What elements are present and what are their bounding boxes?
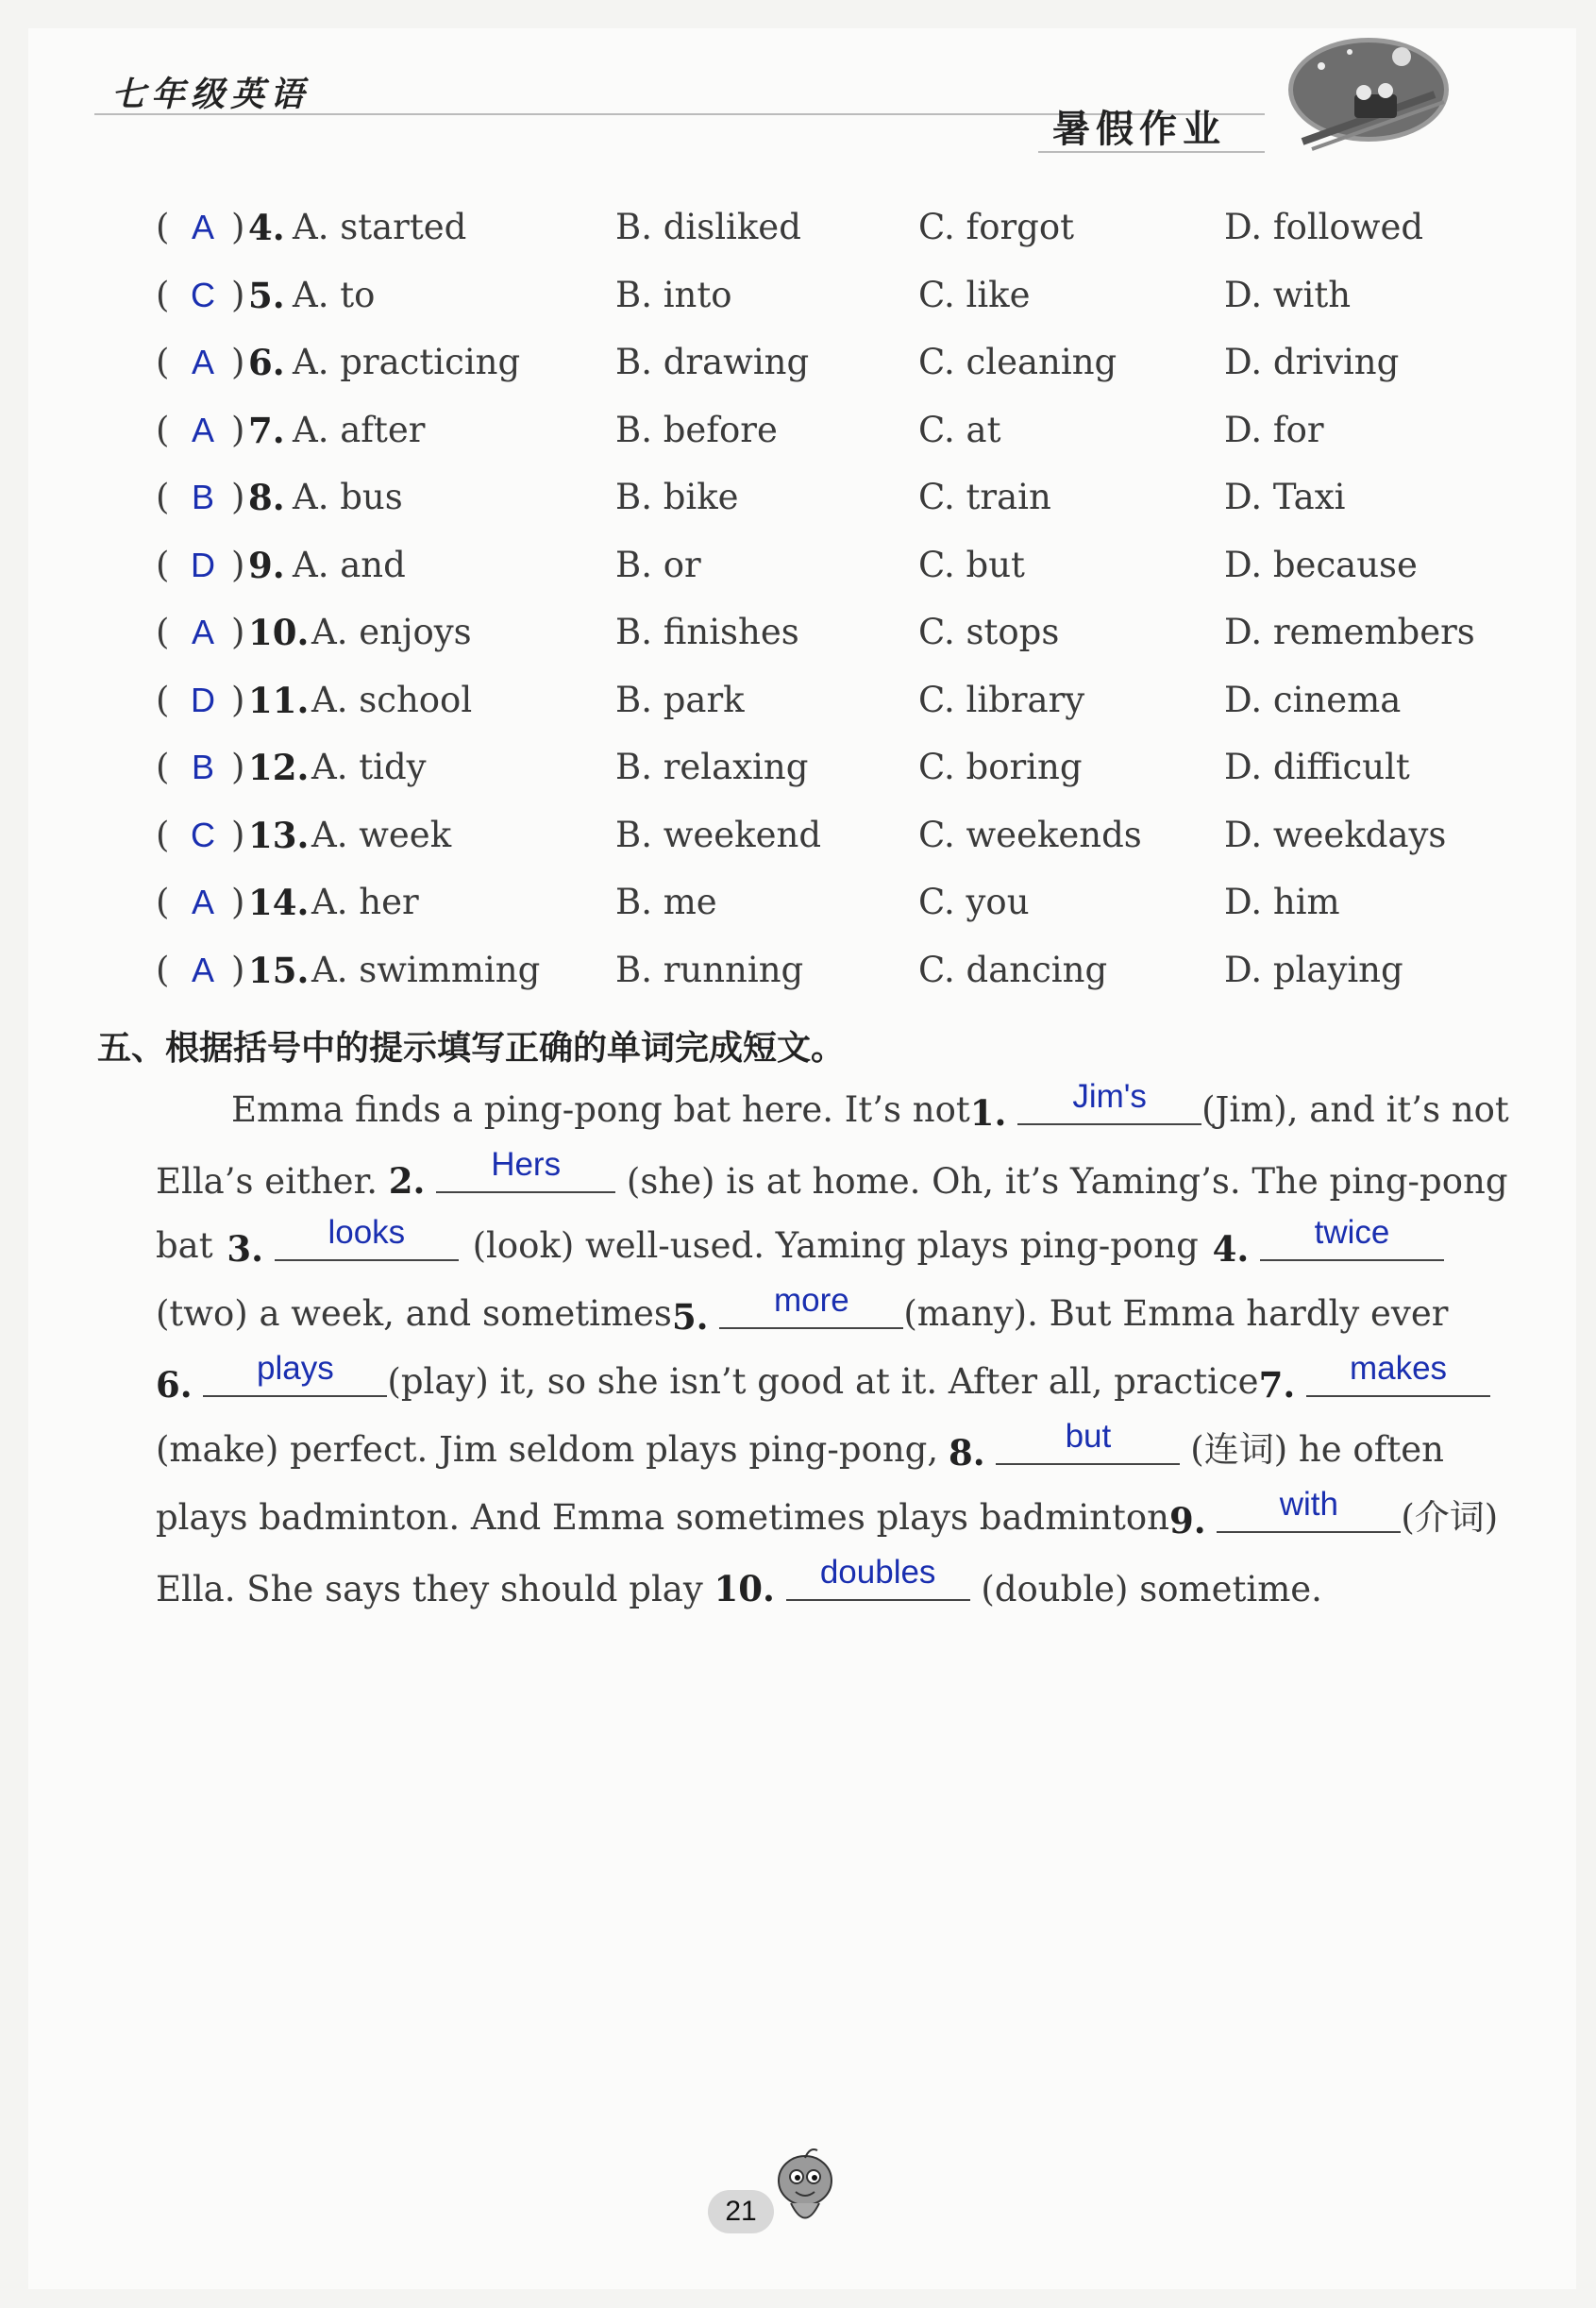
passage-line-6 [156, 1418, 1444, 1478]
answer-choice[interactable]: B [191, 478, 214, 516]
question-row [156, 199, 1477, 256]
passage-text: (play) it, so she isn’t good at it. After all, practice [387, 1361, 1259, 1402]
question-number: 5. [248, 274, 285, 316]
option-d: D. playing [1224, 949, 1403, 990]
blank-number: 6. [156, 1364, 193, 1406]
question-number: 6. [248, 342, 285, 383]
option-b: B. or [615, 544, 701, 585]
blank-number: 9. [1168, 1500, 1206, 1541]
blank-number: 4. [1212, 1228, 1250, 1270]
option-c: C. stops [918, 612, 1060, 652]
answer-blank[interactable] [436, 1146, 615, 1193]
blank-number: 8. [949, 1432, 985, 1474]
answer-choice[interactable]: A [191, 950, 214, 989]
option-b: B. disliked [615, 207, 801, 247]
option-d: D. followed [1224, 207, 1424, 247]
passage-text: (连词) he often [1190, 1429, 1444, 1470]
question-row [156, 942, 1477, 999]
question-number: 4. [248, 207, 285, 248]
option-d: D. him [1224, 882, 1340, 922]
option-a: A. swimming [311, 949, 541, 990]
close-paren: ) [231, 814, 245, 855]
option-b: B. running [615, 949, 804, 990]
blank-number: 7. [1258, 1364, 1296, 1406]
passage-text: (Jim), and it’s not [1201, 1089, 1509, 1130]
option-c: C. boring [918, 747, 1083, 787]
passage-text: Ella. She says they should play [156, 1569, 703, 1609]
handwritten-answer: twice [1314, 1214, 1390, 1251]
option-b: B. drawing [615, 342, 810, 382]
option-c: C. like [918, 274, 1031, 315]
option-a: A. her [311, 882, 419, 922]
close-paren: ) [231, 679, 245, 720]
question-number: 12. [248, 747, 310, 788]
option-a: A. practicing [293, 342, 521, 382]
answer-choice[interactable]: C [191, 275, 215, 314]
answer-blank[interactable] [275, 1214, 459, 1261]
answer-blank[interactable] [1217, 1486, 1401, 1533]
open-paren: ( [156, 544, 170, 585]
option-b: B. me [615, 882, 717, 922]
open-paren: ( [156, 612, 170, 652]
question-row [156, 469, 1477, 526]
option-d: D. with [1224, 274, 1352, 315]
option-a: A. after [293, 409, 426, 450]
option-d: D. driving [1224, 342, 1400, 382]
passage-text: Ella’s either. [156, 1161, 378, 1202]
open-paren: ( [156, 477, 170, 517]
option-b: B. weekend [615, 814, 822, 855]
answer-blank[interactable] [203, 1350, 387, 1397]
option-b: B. bike [615, 477, 739, 517]
blank-number: 3. [227, 1228, 264, 1270]
option-d: D. for [1224, 409, 1324, 450]
question-number: 13. [248, 814, 310, 856]
question-number: 10. [248, 612, 310, 653]
handwritten-answer: looks [328, 1214, 406, 1251]
option-d: D. Taxi [1224, 477, 1346, 517]
answer-choice[interactable]: A [191, 883, 214, 921]
close-paren: ) [231, 207, 245, 247]
handwritten-answer: more [773, 1282, 849, 1319]
close-paren: ) [231, 274, 245, 315]
answer-choice[interactable]: A [191, 613, 214, 651]
close-paren: ) [231, 544, 245, 585]
blank-number: 10. [714, 1568, 775, 1609]
question-row [156, 334, 1477, 391]
handwritten-answer: Jim's [1072, 1078, 1147, 1115]
close-paren: ) [231, 747, 245, 787]
header-illustration [1265, 28, 1453, 160]
open-paren: ( [156, 679, 170, 720]
option-b: B. before [615, 409, 778, 450]
option-a: A. tidy [311, 747, 427, 787]
passage-text: bat [156, 1225, 213, 1266]
question-row [156, 537, 1477, 594]
option-b: B. finishes [615, 612, 799, 652]
close-paren: ) [231, 612, 245, 652]
blank-number: 5. [671, 1296, 709, 1338]
option-c: C. library [918, 679, 1085, 720]
question-row [156, 672, 1477, 729]
header-book-title: 七年级英语 [111, 75, 311, 114]
option-a: A. to [293, 274, 376, 315]
question-row [156, 267, 1477, 324]
passage-text: (many). But Emma hardly ever [903, 1293, 1449, 1334]
option-c: C. weekends [918, 814, 1142, 855]
close-paren: ) [231, 882, 245, 922]
blank-number: 2. [388, 1160, 426, 1202]
close-paren: ) [231, 949, 245, 990]
question-number: 8. [248, 477, 285, 518]
answer-blank[interactable] [996, 1418, 1180, 1465]
section-5-title: 五、根据括号中的提示填写正确的单词完成短文。 [97, 1029, 846, 1068]
handwritten-answer: plays [257, 1350, 334, 1387]
option-a: A. week [311, 814, 452, 855]
option-b: B. relaxing [615, 747, 809, 787]
passage-line-2 [156, 1146, 1508, 1206]
option-c: C. but [918, 544, 1025, 585]
open-paren: ( [156, 342, 170, 382]
blank-number: 1. [969, 1092, 1007, 1134]
question-number: 15. [248, 949, 310, 991]
open-paren: ( [156, 814, 170, 855]
passage-line-8 [156, 1554, 1444, 1614]
option-b: B. park [615, 679, 745, 720]
question-row [156, 874, 1477, 931]
page-number: 21 [708, 2190, 774, 2233]
answer-blank[interactable] [786, 1554, 970, 1601]
close-paren: ) [231, 477, 245, 517]
answer-blank[interactable] [1017, 1078, 1201, 1125]
passage-text: (two) a week, and sometimes [156, 1293, 672, 1334]
answer-choice[interactable]: D [191, 680, 215, 719]
answer-choice[interactable]: C [191, 815, 215, 854]
handwritten-answer: doubles [819, 1554, 936, 1591]
option-a: A. school [311, 679, 473, 720]
answer-blank[interactable] [1306, 1350, 1490, 1397]
option-a: A. enjoys [311, 612, 472, 652]
open-paren: ( [156, 747, 170, 787]
passage-text: (she) is at home. Oh, it’s Yaming’s. The ping-pong [626, 1161, 1508, 1202]
passage-text: plays badminton. And Emma sometimes plays badminton [156, 1497, 1169, 1538]
handwritten-answer: Hers [491, 1146, 562, 1183]
question-row [156, 807, 1477, 864]
header-rule-right [1038, 151, 1265, 153]
passage-text: (介词) [1401, 1497, 1499, 1538]
answer-choice[interactable]: D [191, 545, 215, 584]
header-homework-title: 暑假作业 [1052, 108, 1226, 151]
passage-text: Emma finds a ping-pong bat here. It’s not [231, 1089, 970, 1130]
answer-choice[interactable]: A [191, 343, 214, 381]
option-d: D. weekdays [1224, 814, 1447, 855]
passage-line-7 [156, 1486, 1499, 1546]
passage-text: (look) well-used. Yaming plays ping-pong [472, 1225, 1199, 1266]
open-paren: ( [156, 207, 170, 247]
option-c: C. cleaning [918, 342, 1117, 382]
question-row [156, 402, 1477, 459]
option-d: D. remembers [1224, 612, 1475, 652]
option-a: A. bus [293, 477, 403, 517]
passage-line-4 [156, 1282, 1449, 1342]
close-paren: ) [231, 409, 245, 450]
option-c: C. train [918, 477, 1051, 517]
option-b: B. into [615, 274, 732, 315]
passage-line-3 [156, 1214, 1444, 1274]
question-row [156, 739, 1477, 796]
passage-line-5 [156, 1350, 1448, 1410]
close-paren: ) [231, 342, 245, 382]
question-number: 14. [248, 882, 310, 923]
answer-choice[interactable]: B [191, 748, 214, 786]
option-c: C. dancing [918, 949, 1108, 990]
option-a: A. and [293, 544, 406, 585]
passage-text: (double) sometime. [981, 1569, 1322, 1609]
passage-text: (make) perfect. Jim seldom plays ping-pong, [156, 1429, 939, 1470]
question-number: 11. [248, 679, 310, 721]
handwritten-answer: makes [1349, 1350, 1448, 1387]
option-c: C. forgot [918, 207, 1075, 247]
answer-blank[interactable] [719, 1282, 903, 1329]
handwritten-answer: but [1065, 1418, 1112, 1455]
answer-blank[interactable] [1260, 1214, 1444, 1261]
option-d: D. because [1224, 544, 1418, 585]
question-row [156, 604, 1477, 661]
answer-choice[interactable]: A [191, 208, 214, 246]
question-number: 7. [248, 409, 285, 451]
open-paren: ( [156, 409, 170, 450]
answer-choice[interactable]: A [191, 410, 214, 449]
option-c: C. you [918, 882, 1030, 922]
open-paren: ( [156, 949, 170, 990]
option-d: D. cinema [1224, 679, 1402, 720]
open-paren: ( [156, 882, 170, 922]
open-paren: ( [156, 274, 170, 315]
mascot-icon [763, 2143, 848, 2247]
question-number: 9. [248, 544, 285, 586]
option-c: C. at [918, 409, 1001, 450]
handwritten-answer: with [1279, 1486, 1338, 1523]
option-a: A. started [293, 207, 467, 247]
option-d: D. difficult [1224, 747, 1410, 787]
passage-line-1 [231, 1078, 1509, 1138]
